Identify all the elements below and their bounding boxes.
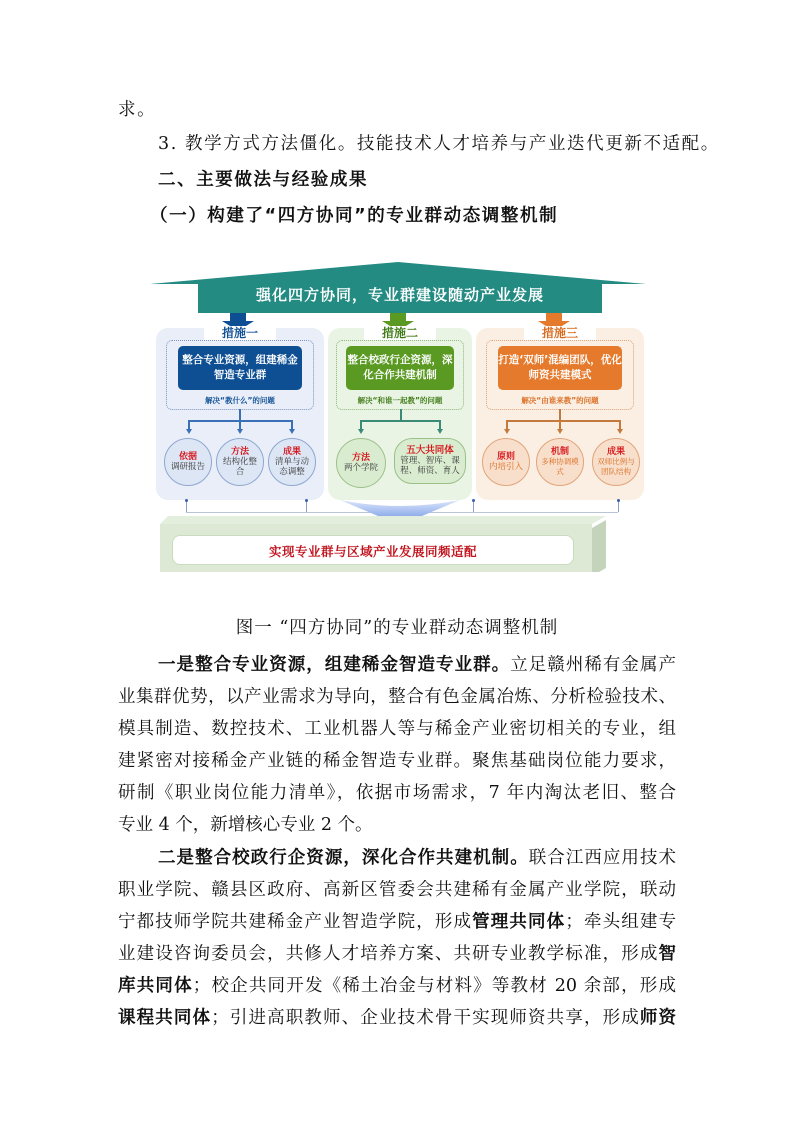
node-text: 管理、智库、课程、师资、育人 (400, 456, 460, 476)
p2-text: 宁都技师学院共建稀金产业智造学院，形成 (118, 912, 473, 932)
node-title: 方法 (230, 447, 249, 457)
measure-3-tag: 措施三 (524, 326, 596, 340)
section-subheading: （一）构建了“四方协同”的专业群动态调整机制 (150, 206, 559, 226)
p2-line-2: 职业学院、赣县区政府、高新区管委会共建稀有金属产业学院，联动 (118, 880, 676, 900)
node-text: 两个学院 (343, 463, 378, 473)
p2-text: ；校企共同开发《稀土冶金与材料》等教材 20 余部，形成 (192, 976, 676, 996)
node-principle (482, 438, 530, 486)
result-bar-top (160, 516, 606, 525)
node-title: 原则 (496, 452, 515, 462)
node-method (336, 438, 386, 488)
node-title: 方法 (351, 453, 370, 463)
p1-line-1 (158, 653, 676, 677)
node-title: 五大共同体 (406, 445, 454, 456)
arrow-tip-icon (186, 429, 192, 434)
node-text: 清单与动态调整 (274, 457, 309, 477)
node-title: 成果 (606, 447, 625, 457)
connector (619, 420, 621, 429)
node-title: 依据 (178, 452, 197, 462)
node-text: 结构化整合 (222, 457, 257, 477)
dot (305, 499, 308, 502)
measure-2-problem: 解决“和谁一起教”的问题 (357, 396, 443, 405)
node-text: 双师比例与团队结构 (597, 457, 635, 476)
p2-line-4 (118, 942, 676, 966)
dot (617, 499, 620, 502)
measure-3-main: 打造‘双师’混编团队，优化师资共建模式 (498, 346, 622, 390)
arrow-tip-icon (237, 429, 243, 434)
p1-line-2: 业集群优势，以产业需求为导向，整合有色金属冶炼、分析检验技术、 (118, 687, 676, 707)
intro-line-0: 求。 (118, 100, 157, 120)
section-heading: 二、主要做法与经验成果 (158, 170, 369, 190)
p2-text: 联合江西应用技术 (528, 848, 677, 868)
measure-1-main: 整合专业资源，组建稀金智造专业群 (178, 346, 302, 390)
connector (506, 420, 508, 429)
p2-line-1 (158, 846, 676, 870)
p2-line-6 (118, 1006, 676, 1030)
p2-line-3 (118, 910, 676, 934)
node-title: 机制 (550, 447, 569, 457)
connector (559, 420, 561, 429)
p1-line-6: 专业 4 个，新增核心专业 2 个。 (118, 815, 373, 835)
arrow-tip-icon (504, 429, 510, 434)
node-result (592, 438, 640, 486)
arrow-tip-icon (358, 429, 364, 434)
p1-lead: 一是整合专业资源，组建稀金智造专业群。 (158, 655, 511, 675)
arrow-stem-1 (230, 313, 246, 321)
p2-text: ；牵头组建专 (565, 912, 677, 932)
dot (472, 499, 475, 502)
connector (360, 420, 362, 429)
measure-1-problem: 解决“教什么”的问题 (205, 396, 275, 405)
figure-caption: 图一 “四方协同”的专业群动态调整机制 (235, 618, 559, 638)
p2-bold: 智 (658, 944, 676, 964)
banner-roof (150, 262, 646, 284)
measure-1-tag: 措施一 (204, 326, 276, 340)
node-five-communities (394, 438, 466, 484)
p2-bold: 课程共同体 (118, 1008, 212, 1028)
connector (439, 420, 441, 429)
measure-2-main: 整合校政行企资源，深化合作共建机制 (346, 346, 454, 390)
measure-2-panel (328, 328, 472, 500)
measure-3-panel (476, 328, 644, 500)
arrow-tip-icon (437, 429, 443, 434)
connector (188, 420, 190, 429)
node-title: 成果 (282, 447, 301, 457)
node-mechanism (536, 438, 584, 486)
measure-2-tag: 措施二 (364, 326, 436, 340)
p2-lead: 二是整合校政行企资源，深化合作共建机制。 (158, 848, 529, 868)
p2-text: ；引进高职教师、企业技术骨干实现师资共享，形成 (211, 1008, 640, 1028)
four-party-diagram (150, 262, 646, 580)
p2-bold: 师资 (639, 1008, 677, 1028)
arrow-tip-icon (617, 429, 623, 434)
measure-3-problem: 解决“由谁来教”的问题 (521, 396, 599, 405)
node-text: 内培引入 (488, 462, 523, 472)
node-method (216, 438, 264, 486)
p1-line-4: 建紧密对接稀金产业链的稀金智造专业群。聚焦基础岗位能力要求， (118, 751, 676, 771)
node-basis (164, 438, 212, 486)
node-text: 多种协调模式 (541, 457, 579, 476)
result-text: 实现专业群与区域产业发展同频适配 (268, 544, 477, 559)
connector (360, 420, 440, 422)
connector (291, 420, 293, 429)
node-text: 调研报告 (170, 462, 205, 472)
node-result (268, 438, 316, 486)
p2-text: 业建设咨询委员会，共修人才培养方案、共研专业教学标准，形成 (118, 944, 659, 964)
p1-line-5: 研制《职业岗位能力清单》，依据市场需求，7 年内淘汰老旧、整合 (118, 783, 676, 803)
p1-line-3: 模具制造、数控技术、工业机器人等与稀金产业密切相关的专业，组 (118, 719, 676, 739)
p1-text: 立足赣州稀有金属产 (510, 655, 676, 675)
connector (506, 420, 620, 422)
arrow-stem-3 (546, 313, 562, 321)
connector (239, 420, 241, 429)
intro-line-1: 3. 教学方式方法僵化。技能技术人才培养与产业迭代更新不适配。 (158, 134, 720, 154)
arrow-stem-2 (390, 313, 406, 321)
arrow-tip-icon (289, 429, 295, 434)
arrow-tip-icon (557, 429, 563, 434)
dot (185, 499, 188, 502)
p2-bold: 库共同体 (118, 976, 193, 996)
banner-title: 强化四方协同，专业群建设随动产业发展 (255, 286, 544, 304)
measure-1-panel (156, 328, 324, 500)
p2-line-5 (118, 974, 676, 998)
p2-bold: 管理共同体 (472, 912, 566, 932)
